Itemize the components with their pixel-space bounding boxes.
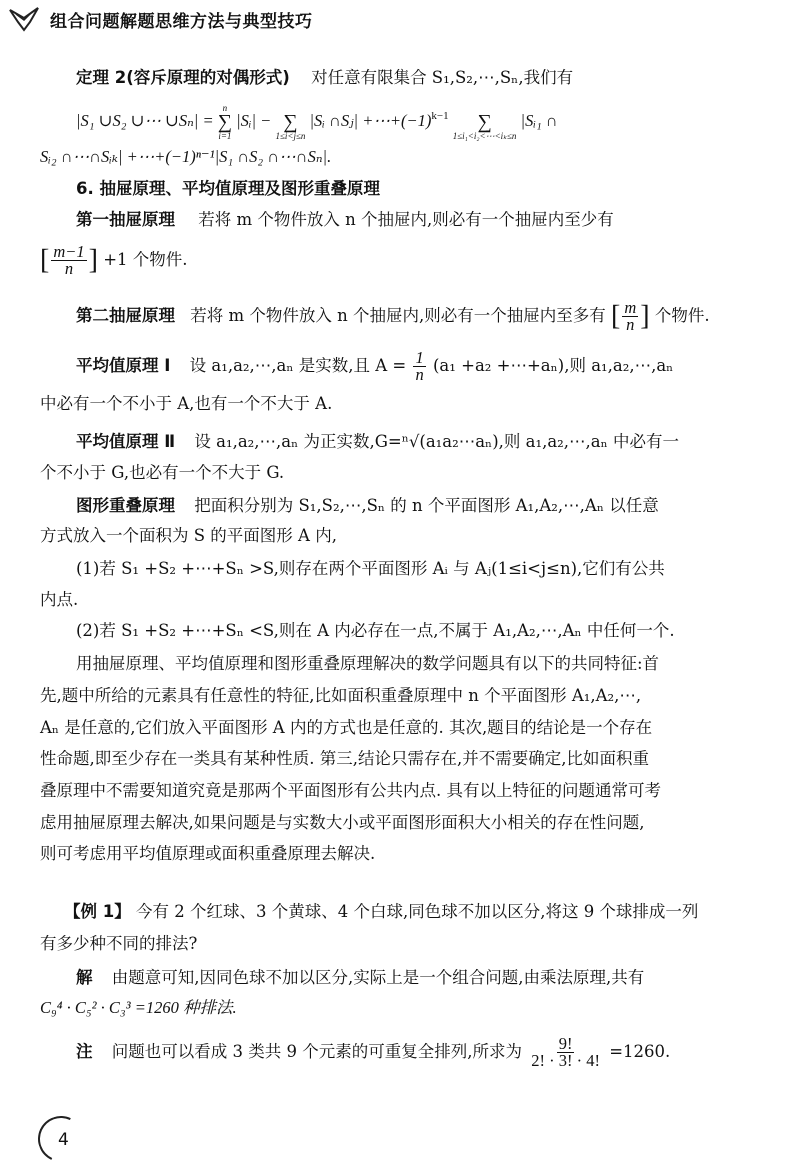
mean2-label: 平均值原理 Ⅱ <box>76 432 176 451</box>
overlap-item2: (2)若 S₁ +S₂ +⋯+Sₙ <S,则在 A 内必存在一点,不属于 A₁,A₂,⋯,Aₙ 中任何一个. <box>76 621 675 640</box>
note-fraction: $\frac{9!}{2! \cdot 3! \cdot 4!}$ <box>531 1034 600 1070</box>
paragraph-line: Aₙ 是任意的,它们放入平面图形 A 内的方式也是任意的. 其次,题目的结论是一个存在 <box>40 718 653 737</box>
book-title: 组合问题解题思维方法与典型技巧 <box>50 11 313 32</box>
overlap-line: 图形重叠原理 把面积分别为 S₁,S₂,⋯,Sₙ 的 n 个平面图形 A₁,A₂,⋯,Aₙ 以任意 <box>76 496 659 515</box>
theorem2-label: 定理 2(容斥原理的对偶形式) <box>76 68 290 87</box>
paragraph-line: 先,题中所给的元素具有任意性的特征,比如面积重叠原理中 n 个平面图形 A₁,A₂,⋯, <box>40 686 642 705</box>
pigeonhole1-fraction: $\frac{m-1}{n}$ <box>53 242 85 278</box>
pigeonhole1-formula: [ $\frac{m-1}{n}$ ] +1 个物件. <box>40 242 188 278</box>
pigeonhole2-text: 若将 m 个物件放入 n 个抽屉内,则必有一个抽屉内至多有 <box>190 306 606 325</box>
mean1-fraction: $\frac{1}{n}$ <box>415 348 424 384</box>
overlap-line2: 方式放入一个面积为 S 的平面图形 A 内, <box>40 526 337 545</box>
example1-text: 今有 2 个红球、3 个黄球、4 个白球,同色球不加以区分,将这 9 个球排成一列 <box>135 902 699 921</box>
mean2-line2: 个不小于 G,也必有一个不大于 G. <box>40 463 285 482</box>
mean1-line: 平均值原理 Ⅰ 设 a₁,a₂,⋯,aₙ 是实数,且 A = $\frac{1}{n}$ (a₁ +a₂ +⋯+aₙ),则 a₁,a₂,⋯,aₙ <box>76 348 674 384</box>
solution-line: 解 由题意可知,因同色球不加以区分,实际上是一个组合问题,由乘法原理,共有 <box>76 968 645 987</box>
note-line: 注 问题也可以看成 3 类共 9 个元素的可重复全排列,所求为 $\frac{9!}{2! \cdot 3! \cdot 4!}$ =1260. <box>76 1034 671 1070</box>
pigeonhole2-line: 第二抽屉原理 若将 m 个物件放入 n 个抽屉内,则必有一个抽屉内至多有 [ $\frac{m}{n}$ ] 个物件. <box>76 298 710 334</box>
overlap-label: 图形重叠原理 <box>76 496 175 515</box>
pigeonhole2-label: 第二抽屉原理 <box>76 306 175 325</box>
sum-symbol: ∑ 1≤i₁<i₂<⋯<iₖ≤n <box>452 111 517 141</box>
example1-label: 【例 1】 <box>64 902 131 921</box>
solution-line2: C₉⁴ · C₅² · C₃³ =1260 种排法. <box>40 998 237 1017</box>
mean1-label: 平均值原理 Ⅰ <box>76 356 171 375</box>
example1-line2: 有多少种不同的排法? <box>40 934 198 953</box>
example1-line <box>64 900 698 924</box>
solution-label: 解 <box>76 968 93 987</box>
paragraph-line: 则可考虑用平均值原理或面积重叠原理去解决. <box>40 844 376 863</box>
sum-symbol: ∑ 1≤i<j≤n <box>275 111 306 141</box>
running-header <box>8 6 313 32</box>
mean2-line: 平均值原理 Ⅱ 设 a₁,a₂,⋯,aₙ 为正实数,G=ⁿ√(a₁a₂⋯aₙ),则 a₁,a₂,⋯,aₙ 中必有一 <box>76 432 679 451</box>
sum-symbol: n ∑ i=1 <box>217 103 232 141</box>
paragraph-line: 虑用抽屉原理去解决,如果问题是与实数大小或平面图形面积大小相关的存在性问题, <box>40 813 645 832</box>
section6-heading: 6. 抽屉原理、平均值原理及图形重叠原理 <box>76 179 380 198</box>
paragraph-line: 用抽屉原理、平均值原理和图形重叠原理解决的数学问题具有以下的共同特征:首 <box>76 654 660 673</box>
pigeonhole2-tail: 个物件. <box>654 306 710 325</box>
page-number: 4 <box>58 1130 69 1150</box>
note-label: 注 <box>76 1042 93 1061</box>
theorem2-formula-line2: Sᵢ₂ ∩⋯∩Sᵢₖ| +⋯+(−1)ⁿ⁻¹|S₁ ∩S₂ ∩⋯∩Sₙ|. <box>40 147 332 166</box>
pigeonhole1-line <box>76 208 614 232</box>
mean1-line2: 中必有一个不小于 A,也有一个不大于 A. <box>40 394 333 413</box>
pigeonhole2-fraction: $\frac{m}{n}$ <box>624 298 637 334</box>
theorem2-line <box>76 66 573 90</box>
pigeonhole1-text: 若将 m 个物件放入 n 个抽屉内,则必有一个抽屉内至少有 <box>198 210 614 229</box>
overlap-item1-cont: 内点. <box>40 590 79 609</box>
pigeonhole1-tail: +1 个物件. <box>103 250 188 269</box>
pigeonhole1-label: 第一抽屉原理 <box>76 210 175 229</box>
paragraph-line: 叠原理中不需要知道究竟是那两个平面图形有公共内点. 具有以上特征的问题通常可考 <box>40 781 661 800</box>
bird-logo-icon <box>8 6 42 32</box>
overlap-item1: (1)若 S₁ +S₂ +⋯+Sₙ >S,则存在两个平面图形 Aᵢ 与 Aⱼ(1≤i<j≤n),它们有公共 <box>76 559 665 578</box>
theorem2-text: 对任意有限集合 S₁,S₂,⋯,Sₙ,我们有 <box>311 68 574 87</box>
paragraph-line: 性命题,即至少存在一类具有某种性质. 第三,结论只需存在,并不需要确定,比如面积重 <box>40 749 649 768</box>
theorem2-formula-line1: |S₁ ∪S₂ ∪⋯ ∪Sₙ| = n ∑ i=1 |Sᵢ| − ∑ 1≤i<j≤n |Sᵢ ∩Sⱼ| $+\cdots+(-1)^{k-1}$ ∑ 1≤i₁<i₂<⋯<iₖ≤n |Sᵢ₁ ∩ <box>76 103 558 141</box>
